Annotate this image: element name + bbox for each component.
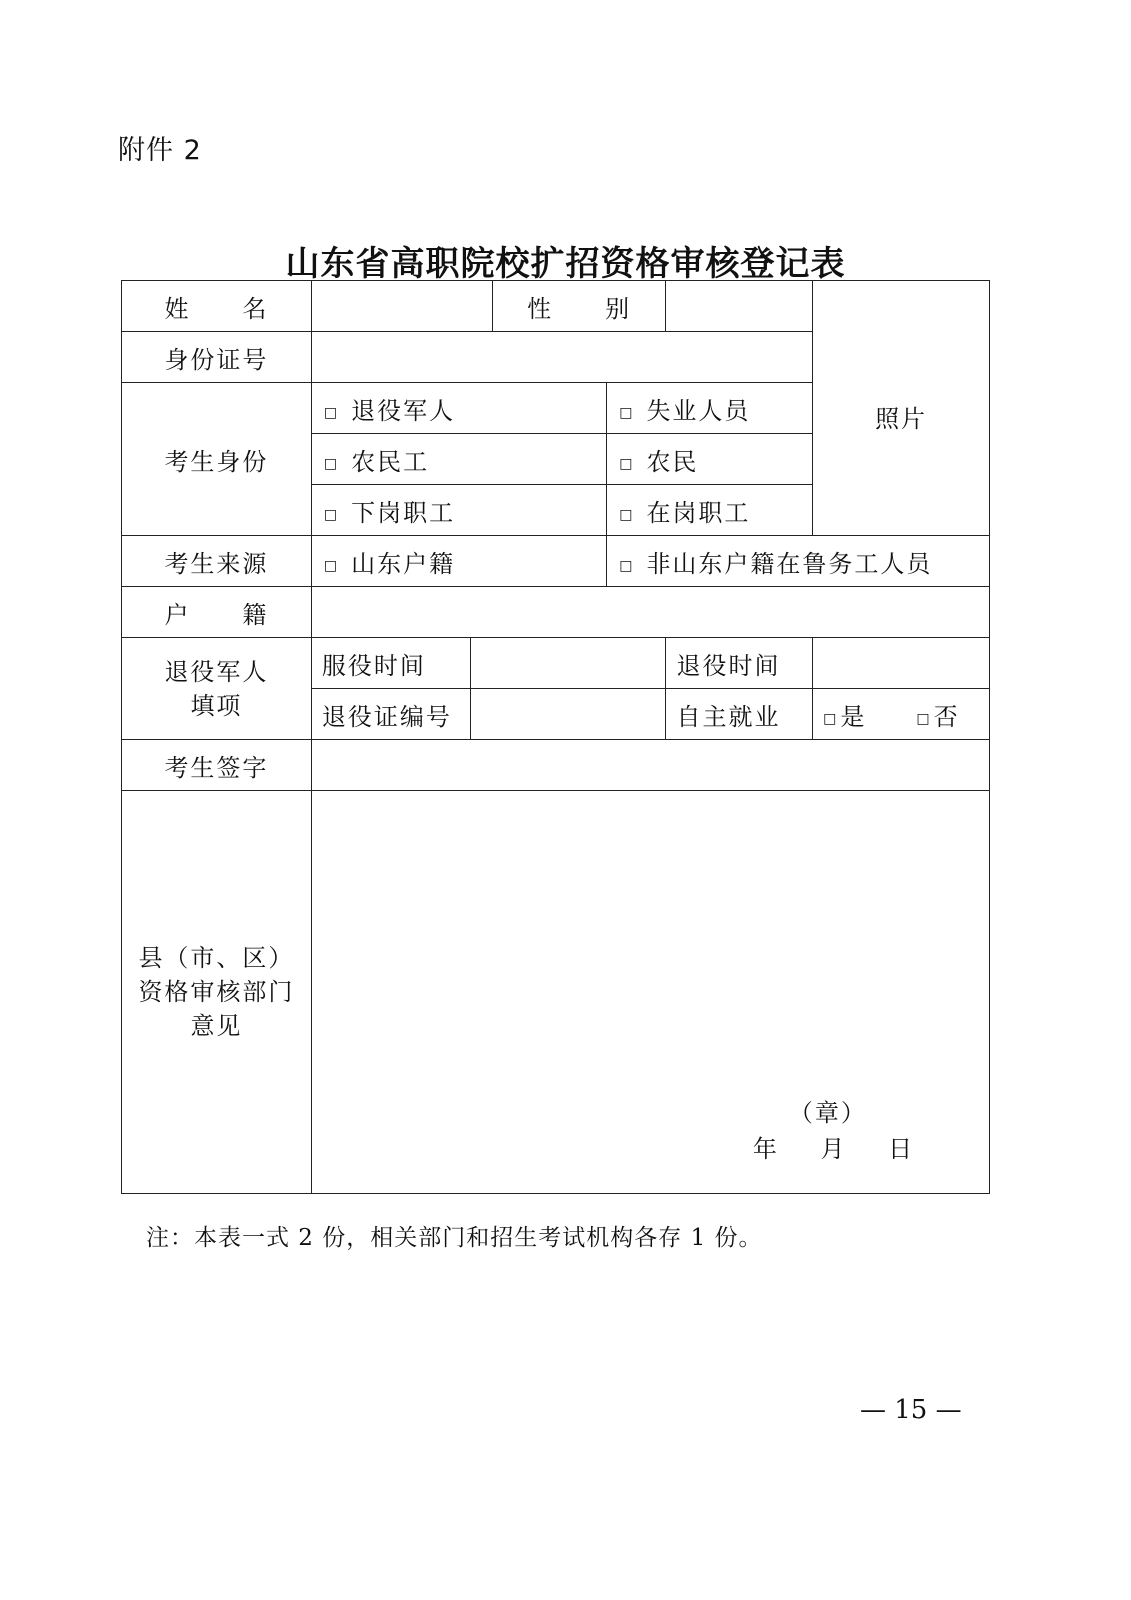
gender-field[interactable] — [666, 281, 813, 332]
veteran-section-label: 退役军人填项 — [122, 638, 312, 740]
checkbox-icon[interactable]: □ — [323, 404, 340, 421]
date-month: 月 — [820, 1135, 847, 1163]
name-field[interactable] — [311, 281, 492, 332]
self-employment-label: 自主就业 — [666, 689, 813, 740]
option-employed-worker[interactable]: □ 在岗职工 — [607, 485, 813, 536]
discharge-time-field[interactable] — [813, 638, 990, 689]
discharge-time-label: 退役时间 — [666, 638, 813, 689]
option-unemployed[interactable]: □ 失业人员 — [607, 383, 813, 434]
source-label: 考生来源 — [122, 536, 312, 587]
hukou-label: 户 籍 — [122, 587, 312, 638]
self-employment-options — [813, 689, 990, 740]
date-day: 日 — [888, 1135, 915, 1163]
yes-option[interactable]: 是 — [840, 702, 867, 731]
checkbox-icon[interactable]: □ — [619, 506, 635, 523]
attachment-label: 附件 2 — [118, 135, 202, 166]
option-shandong-hukou[interactable]: □ 山东户籍 — [311, 536, 606, 587]
option-migrant-worker[interactable]: □ 农民工 — [311, 434, 606, 485]
gender-label: 性 别 — [492, 281, 666, 332]
id-number-label: 身份证号 — [122, 332, 312, 383]
name-label: 姓 名 — [122, 281, 312, 332]
checkbox-icon[interactable]: □ — [619, 455, 635, 472]
checkbox-icon[interactable]: □ — [323, 506, 340, 523]
seal-label: （章） — [788, 1099, 867, 1127]
option-laid-off-worker[interactable]: □ 下岗职工 — [311, 485, 606, 536]
page-number: — 15 — — [860, 1395, 962, 1425]
registration-form — [121, 280, 990, 1194]
checkbox-icon[interactable]: □ — [619, 404, 635, 421]
review-opinion-label: 县（市、区）资格审核部门意见 — [122, 791, 312, 1194]
service-time-field[interactable] — [470, 638, 666, 689]
photo-label: 照片 — [875, 405, 928, 433]
footnote: 注：本表一式 2 份，相关部门和招生考试机构各存 1 份。 — [146, 1225, 763, 1251]
checkbox-icon[interactable]: □ — [323, 557, 340, 574]
discharge-cert-field[interactable] — [470, 689, 666, 740]
checkbox-icon[interactable]: □ — [916, 710, 932, 727]
hukou-field[interactable] — [311, 587, 989, 638]
checkbox-icon[interactable]: □ — [323, 455, 340, 472]
identity-label: 考生身份 — [122, 383, 312, 536]
no-option[interactable]: 否 — [933, 702, 960, 731]
signature-field[interactable] — [311, 740, 989, 791]
option-farmer[interactable]: □ 农民 — [607, 434, 813, 485]
date-year: 年 — [752, 1135, 779, 1163]
form-title: 山东省高职院校扩招资格审核登记表 — [285, 244, 846, 284]
signature-label: 考生签字 — [122, 740, 312, 791]
date-line — [753, 1129, 914, 1164]
discharge-cert-label: 退役证编号 — [311, 689, 470, 740]
photo-area — [813, 281, 990, 536]
checkbox-icon[interactable]: □ — [619, 557, 635, 574]
option-non-shandong-hukou[interactable]: □ 非山东户籍在鲁务工人员 — [607, 536, 990, 587]
option-veteran[interactable]: □ 退役军人 — [311, 383, 606, 434]
id-number-field[interactable] — [311, 332, 812, 383]
checkbox-icon[interactable]: □ — [823, 710, 839, 727]
service-time-label: 服役时间 — [311, 638, 470, 689]
review-opinion-field[interactable] — [311, 791, 989, 1194]
